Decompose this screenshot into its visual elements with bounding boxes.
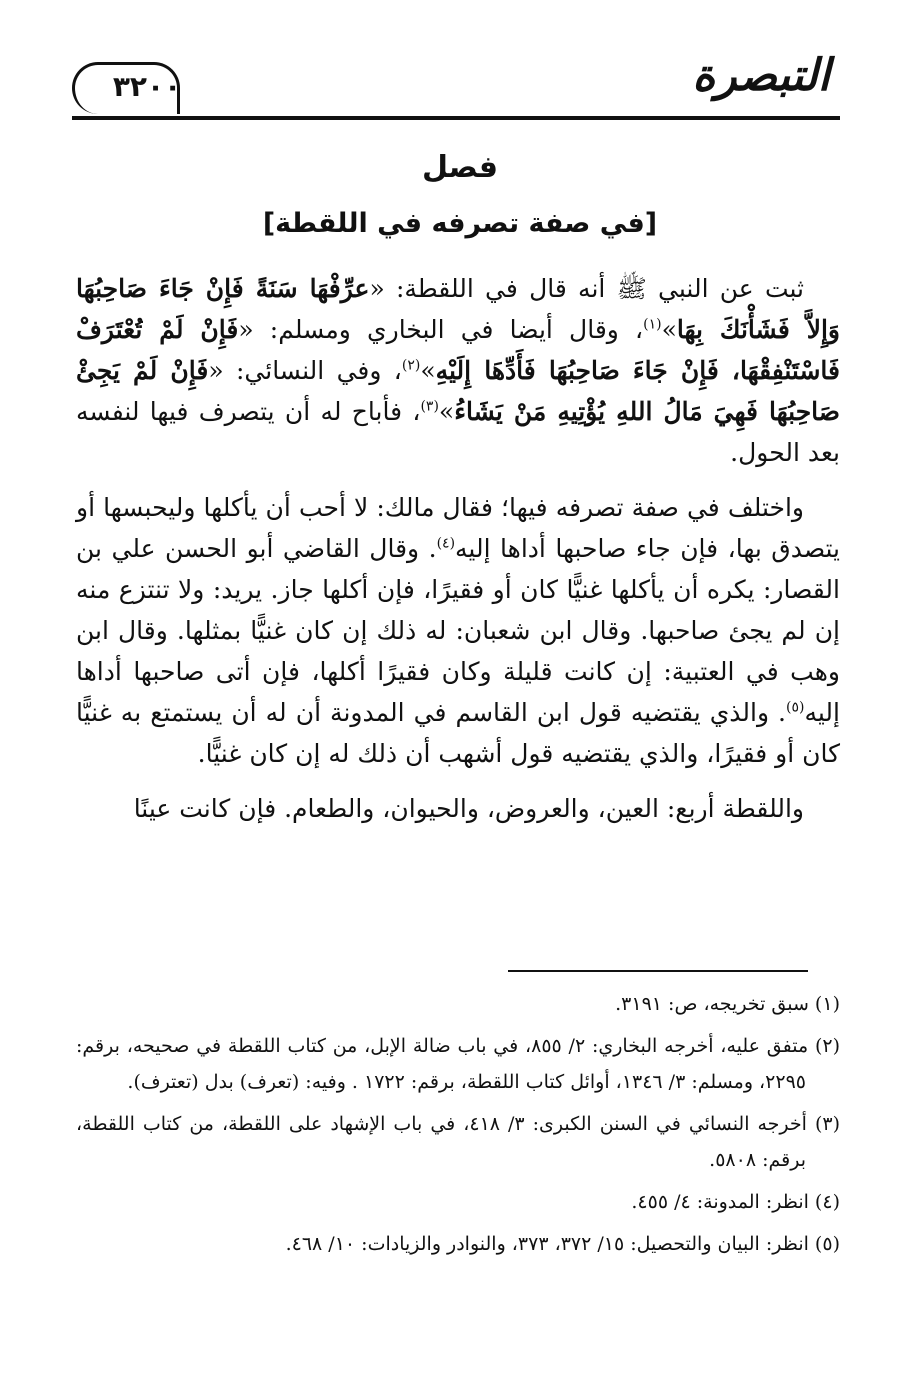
footnote-item: (٥) انظر: البيان والتحصيل: ١٥/ ٣٧٢، ٣٧٣، والنوادر والزيادات: ١٠/ ٤٦٨. bbox=[285, 1233, 840, 1255]
footnote-reference: (٣) bbox=[420, 398, 439, 415]
text-segment: ، وقال أيضا في البخاري ومسلم: « bbox=[238, 315, 644, 344]
footnote-reference: (٢) bbox=[401, 357, 421, 374]
section-subheading: [في صفة تصرفه في اللقطة] bbox=[262, 208, 658, 239]
text-segment: . والذي يقتضيه قول ابن القاسم في المدونة أن له أن يستمتع به غنيًّا كان أو فقيرًا، والذي يقتضيه قول أشهب أن ذلك له إن كان غنيًّا. bbox=[76, 698, 840, 768]
book-title: التبصرة bbox=[692, 50, 830, 101]
footnote-reference: (٥) bbox=[786, 699, 805, 716]
footnote-separator bbox=[508, 970, 808, 972]
footnotes bbox=[76, 986, 840, 1268]
footnote-item: (١) سبق تخريجه، ص: ٣١٩١. bbox=[615, 993, 840, 1015]
footnote-item: (٤) انظر: المدونة: ٤/ ٤٥٥. bbox=[631, 1191, 840, 1213]
section-heading: فصل bbox=[422, 150, 498, 185]
footnote-reference: (١) bbox=[643, 316, 662, 333]
page-header bbox=[72, 52, 840, 122]
text-segment: . وقال القاضي أبو الحسن علي بن القصار: يكره أن يأكلها غنيًّا كان أو فقيرًا، فإن أكلها جاز. يريد: ولا تنتزع منه إن لم يجئ صاحبها. وقال ابن شعبان: له ذلك إن كان غنيًّا بمثلها. وقال ابن وهب في العتبية: إن كانت قليلة وكان فقيرًا أكلها، فإن أتى صاحبها أداها إليه bbox=[76, 534, 840, 727]
hadith-quote: فَإِنْ لَمْ يَجِئْ صَاحِبُهَا فَهِيَ مَالُ اللهِ يُؤْتِيهِ مَنْ يَشَاءُ bbox=[76, 356, 840, 426]
body-paragraph bbox=[76, 487, 840, 774]
text-segment: واللقطة أربع: العين، والعروض، والحيوان، والطعام. فإن كانت عينًا bbox=[133, 794, 804, 823]
hadith-quote: عرِّفْهَا سَنَةً فَإِنْ جَاءَ صَاحِبُهَا وَإِلاَّ فَشَأْنَكَ بِهَا bbox=[76, 274, 840, 344]
text-segment: ، فأباح له أن يتصرف فيها لنفسه بعد الحول. bbox=[76, 397, 840, 467]
footnote-item: (٣) أخرجه النسائي في السنن الكبرى: ٣/ ٤١٨، في باب الإشهاد على اللقطة، من كتاب اللقطة، برقم: ٥٨٠٨. bbox=[76, 1113, 840, 1171]
text-segment: » bbox=[438, 397, 455, 426]
text-segment: ، وفي النسائي: « bbox=[208, 356, 402, 385]
footnote-item: (٢) متفق عليه، أخرجه البخاري: ٢/ ٨٥٥، في باب ضالة الإبل، من كتاب اللقطة في صحيحه، برقم: ٢٢٩٥، ومسلم: ٣/ ١٣٤٦، أوائل كتاب اللقطة، برقم: ١٧٢٢ . وفيه: (تعرف) بدل (تعترف). bbox=[76, 1035, 840, 1093]
body-paragraph bbox=[76, 268, 840, 473]
footnote-reference: (٤) bbox=[436, 535, 456, 552]
text-segment: » bbox=[661, 315, 677, 344]
page-number: ٣٢٠٠ bbox=[112, 70, 182, 103]
text-segment: واختلف في صفة تصرفه فيها؛ فقال مالك: لا أحب أن يأكلها وليحبسها أو يتصدق بها، فإن جاء صاحبها أداها إليه bbox=[76, 493, 841, 563]
header-rule bbox=[72, 116, 840, 120]
body-text bbox=[76, 268, 840, 843]
hadith-quote: فَإِنْ لَمْ تُعْتَرَفْ فَاسْتَنْفِقْهَا، فَإِنْ جَاءَ صَاحِبُهَا فَأَدِّهَا إِلَيْهِ bbox=[76, 315, 840, 385]
body-paragraph bbox=[76, 788, 840, 829]
text-segment: ثبت عن النبي ﷺ أنه قال في اللقطة: « bbox=[369, 274, 805, 303]
text-segment: » bbox=[420, 356, 436, 385]
